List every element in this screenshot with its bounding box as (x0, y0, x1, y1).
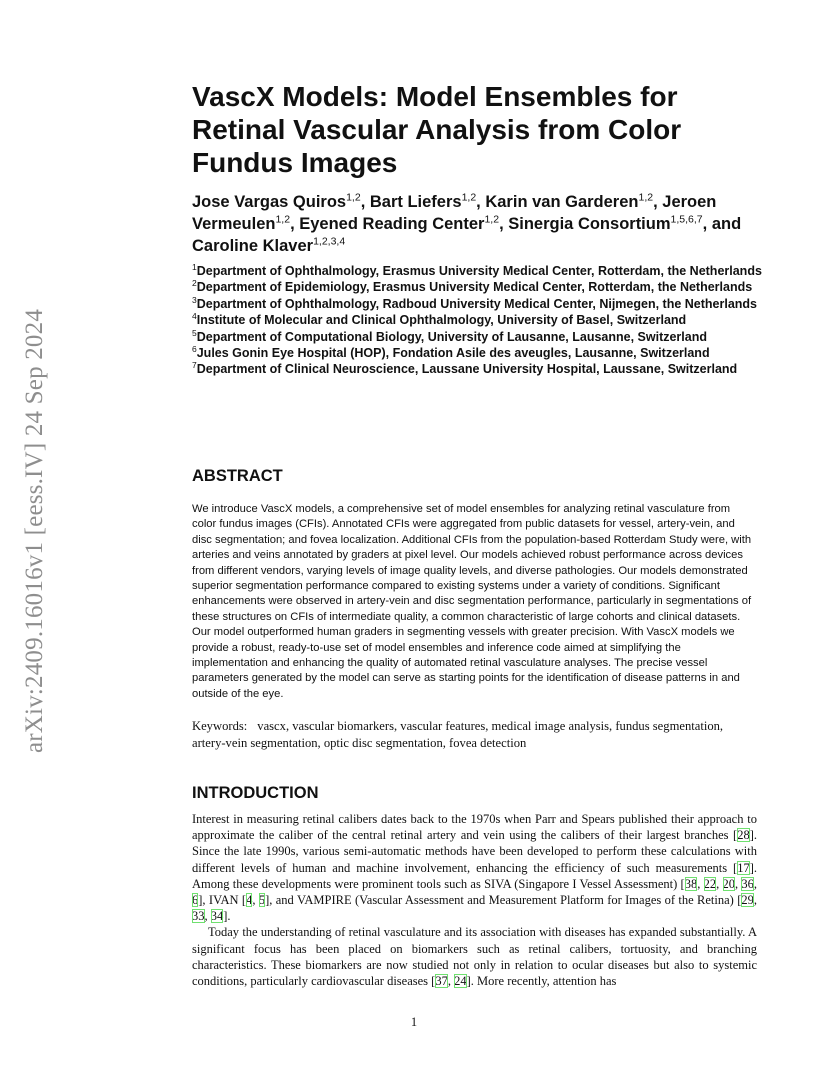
arxiv-identifier-stamp (20, 288, 50, 773)
affiliation-number: 1 (192, 261, 197, 272)
citation-link[interactable]: 4 (246, 893, 253, 908)
author-affiliation-marker: 1,5,6,7 (670, 213, 703, 226)
introduction-body (192, 811, 757, 989)
author-affiliation-marker: 1,2 (638, 191, 654, 204)
affiliation-number: 4 (192, 311, 197, 322)
affiliation-number: 6 (192, 343, 197, 354)
citation-link[interactable]: 38 (684, 876, 698, 891)
author-name: Jeroen Vermeulen (192, 193, 717, 233)
citation-link[interactable]: 5 (258, 893, 266, 908)
paragraph: Today the understanding of retinal vasculature and its association with diseases has expanded substantially. A significant focus has been placed on biomarkers such as retinal calibers, tortuosity, and branching characteristics. These biomarkers are now studied not only in relation to ocular diseases but also to systemic conditions, particularly cardiovascular diseases [37, 24]. More recently, attention has (192, 925, 757, 989)
affiliation-number: 2 (192, 278, 197, 289)
author-affiliation-marker: 1,2,3,4 (313, 235, 346, 248)
author-name: Karin van Garderen (485, 193, 639, 211)
affiliation-list (192, 263, 772, 378)
affiliation-item: $^3$Department of Ophthalmology, Radboud University Medical Center, Nijmegen, the Netherlands (192, 294, 758, 311)
affiliation-number: 3 (192, 294, 197, 305)
author-name: Sinergia Consortium (508, 215, 671, 233)
affiliation-number: 5 (192, 327, 197, 338)
page-number: 1 (410, 1015, 418, 1029)
citation-link[interactable]: 17 (737, 860, 750, 875)
affiliation-item: $^2$Department of Epidemiology, Erasmus University Medical Center, Rotterdam, the Netherlands (192, 278, 753, 295)
page-title: VascX Models: Model Ensembles for Retinal Vascular Analysis from Color Fundus Images (192, 81, 682, 178)
author-affiliation-marker: 1,2 (484, 213, 500, 226)
author-affiliation-marker: 1,2 (461, 191, 477, 204)
author-name: Eyened Reading Center (299, 215, 485, 233)
citation-link[interactable]: 6 (192, 893, 199, 908)
author-list: Jose Vargas Quiros$^{1,2}$, Bart Liefers$^{1,2}$, Karin van Garderen$^{1,2}$, Jeroen Vermeulen$^{1,2}$, Eyened Reading Center$^{1,2}$, Sinergia Consortium$^{1,5,6,7}$, and Caroline Klaver$^{1,2,3,4}$ (192, 191, 742, 255)
affiliation-item: $^7$Department of Clinical Neuroscience, Laussane University Hospital, Laussane, Switzerland (192, 360, 738, 377)
author-name: Bart Liefers (369, 193, 462, 211)
author-affiliation-marker: 1,2 (275, 213, 291, 226)
citation-link[interactable]: 22 (703, 876, 717, 891)
affiliation-item: $^1$Department of Ophthalmology, Erasmus University Medical Center, Rotterdam, the Netherlands (192, 261, 762, 278)
affiliation-number: 7 (192, 360, 197, 371)
citation-link[interactable]: 33 (192, 909, 205, 924)
keywords-text: vascx, vascular biomarkers, vascular features, medical image analysis, fundus segmentation, artery-vein segmentation, optic disc segmentation, fovea detection (192, 719, 724, 750)
citation-link[interactable]: 20 (722, 876, 735, 891)
citation-link[interactable]: 28 (737, 828, 750, 843)
affiliation-item: $^4$Institute of Molecular and Clinical Ophthalmology, University of Basel, Switzerland (192, 311, 687, 328)
abstract-heading: ABSTRACT (192, 467, 283, 485)
paragraph: Interest in measuring retinal calibers dates back to the 1970s when Parr and Spears published their approach to approximate the caliber of the central retinal artery and vein using the calibers of their largest branches [28]. Since the late 1990s, various semi-automatic methods have been developed to perform these calculations with different levels of human and machine involvement, enhancing the efficiency of such measurements [17]. Among these developments were prominent tools such as SIVA (Singapore I Vessel Assessment) [38, 22, 20, 36, 6], IVAN [4, 5], and VAMPIRE (Vascular Assessment and Measurement Platform for Images of the Retina) [29, 33, 34]. (192, 812, 758, 924)
affiliation-item: $^6$Jules Gonin Eye Hospital (HOP), Fondation Asile des aveugles, Lausanne, Switzerland (192, 343, 710, 361)
keywords-label: Keywords: (192, 719, 248, 733)
citation-link[interactable]: 34 (210, 909, 224, 924)
keywords (192, 718, 757, 751)
abstract-body: We introduce VascX models, a comprehensive set of model ensembles for analyzing retinal vasculature from color fundus images (CFIs). Annotated CFIs were aggregated from public datasets for vessel, artery-vein, and disc segmentation; and fovea localization. Additional CFIs from the population-based Rotterdam Study were, with arteries and veins annotated by graders at pixel level. Our models achieved robust performance across devices from different vendors, varying levels of image quality levels, and diverse pathologies. Our models demonstrated superior segmentation performance compared to existing systems under a variety of conditions. Significant enhancements were observed in artery-vein and disc segmentation performance, particularly in segmentations of these structures on CFIs of intermediate quality, a common characteristic of large cohorts and clinical datasets. Our model outperformed human graders in segmenting vessels with greater precision. With VascX models we provide a robust, ready-to-use set of model ensembles and inference code aimed at simplifying the implementation and enhancing the quality of automated retinal vasculature analyses. The precise vessel parameters generated by the model can serve as starting points for the identification of disease patterns in and outside of the eye. (192, 503, 752, 700)
citation-link[interactable]: 36 (741, 876, 754, 891)
arxiv-id-text: arXiv:2409.16016v1 [eess.IV] 24 Sep 2024 (21, 308, 48, 753)
introduction-heading: INTRODUCTION (192, 784, 319, 802)
affiliation-item: $^5$Department of Computational Biology, University of Lausanne, Lausanne, Switzerland (192, 327, 707, 344)
citation-link[interactable]: 24 (454, 974, 467, 989)
author-name: Jose Vargas Quiros (192, 193, 347, 211)
author-name: Caroline Klaver (192, 237, 314, 255)
author-affiliation-marker: 1,2 (346, 191, 361, 204)
citation-link[interactable]: 29 (741, 893, 754, 908)
citation-link[interactable]: 37 (435, 974, 448, 989)
